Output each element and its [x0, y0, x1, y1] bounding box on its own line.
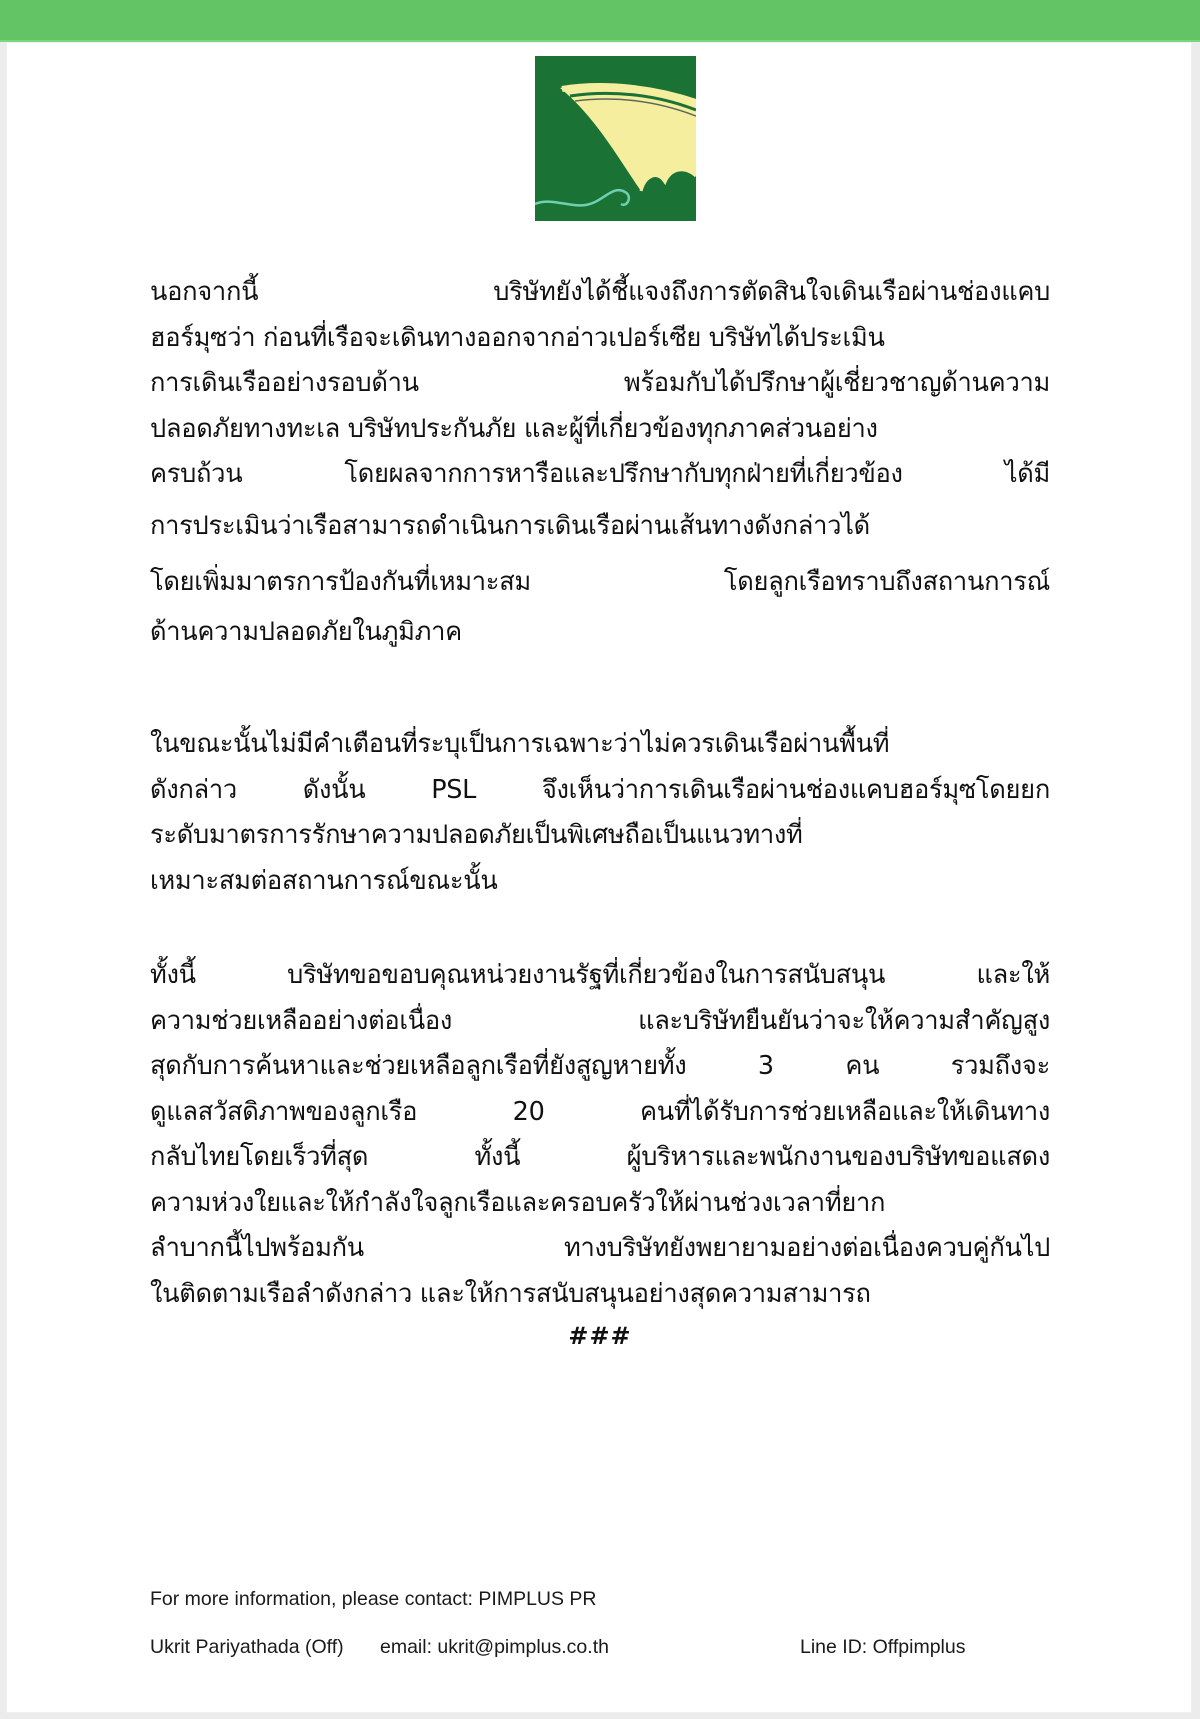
text-line: ในติดตามเรือลำดังกล่าว และให้การสนับสนุนอย่างสุดความสามารถ	[150, 1278, 871, 1309]
text-line: การเดินเรืออย่างรอบด้าน พร้อมกับได้ปรึกษาผู้เชี่ยวชาญด้านความ	[150, 368, 1050, 398]
text-line: สุดกับการค้นหาและช่วยเหลือลูกเรือที่ยังสูญหายทั้ง 3 คน รวมถึงจะ	[150, 1051, 1050, 1081]
top-bar	[0, 0, 1200, 42]
paragraph-acknowledgement	[150, 953, 1050, 1317]
text-line: ความห่วงใยและให้กำลังใจลูกเรือและครอบครัวให้ผ่านช่วงเวลาที่ยาก	[150, 1187, 886, 1218]
text-line: ฮอร์มุซว่า ก่อนที่เรือจะเดินทางออกจากอ่าวเปอร์เซีย บริษัทได้ประเมิน	[150, 322, 885, 353]
contact-email: email: ukrit@pimplus.co.th	[380, 1636, 609, 1658]
paragraph-no-warning	[150, 722, 1050, 904]
ship-bow-wave-logo-icon	[535, 56, 696, 221]
text-line: กลับไทยโดยเร็วที่สุด ทั้งนี้ ผู้บริหารและพนักงานของบริษัทขอแสดง	[150, 1142, 1050, 1172]
text-line: นอกจากนี้ บริษัทยังได้ชี้แจงถึงการตัดสินใจเดินเรือผ่านช่องแคบ	[150, 277, 1050, 307]
paragraph-decision-explanation	[150, 270, 1050, 655]
contact-details	[150, 1636, 1050, 1659]
text-line: ด้านความปลอดภัยในภูมิภาค	[150, 616, 462, 647]
text-line: โดยเพิ่มมาตรการป้องกันที่เหมาะสม โดยลูกเรือทราบถึงสถานการณ์	[150, 566, 1050, 597]
end-mark: ###	[568, 1322, 632, 1350]
text-line: ความช่วยเหลืออย่างต่อเนื่อง และบริษัทยืนยันว่าจะให้ความสำคัญสูง	[150, 1005, 1050, 1036]
text-line: ระดับมาตรการรักษาความปลอดภัยเป็นพิเศษถือเป็นแนวทางที่	[150, 820, 803, 850]
text-line: ปลอดภัยทางทะเล บริษัทประกันภัย และผู้ที่เกี่ยวข้องทุกภาคส่วนอย่าง	[150, 413, 878, 444]
text-line: ในขณะนั้นไม่มีคำเตือนที่ระบุเป็นการเฉพาะว่าไม่ควรเดินเรือผ่านพื้นที่	[150, 729, 890, 759]
contact-line: For more information, please contact: PIMPLUS PR	[150, 1588, 597, 1610]
text-line: ลำบากนี้ไปพร้อมกัน ทางบริษัทยังพยายามอย่างต่อเนื่องควบคู่กันไป	[150, 1233, 1050, 1263]
text-line: การประเมินว่าเรือสามารถดำเนินการเดินเรือผ่านเส้นทางดังกล่าวได้	[150, 510, 870, 541]
text-line: ครบถ้วน โดยผลจากการหารือและปรึกษากับทุกฝ่ายที่เกี่ยวข้อง ได้มี	[150, 459, 1050, 489]
text-line: ทั้งนี้ บริษัทขอขอบคุณหน่วยงานรัฐที่เกี่ยวข้องในการสนับสนุน และให้	[150, 960, 1050, 990]
text-line: ดังกล่าว ดังนั้น PSL จึงเห็นว่าการเดินเรือผ่านช่องแคบฮอร์มุซโดยยก	[150, 774, 1050, 805]
contact-name: Ukrit Pariyathada (Off)	[150, 1636, 344, 1658]
text-line: เหมาะสมต่อสถานการณ์ขณะนั้น	[150, 865, 498, 896]
contact-line-id: Line ID: Offpimplus	[800, 1636, 966, 1658]
text-line: ดูแลสวัสดิภาพของลูกเรือ 20 คนที่ได้รับการช่วยเหลือและให้เดินทาง	[150, 1096, 1050, 1127]
